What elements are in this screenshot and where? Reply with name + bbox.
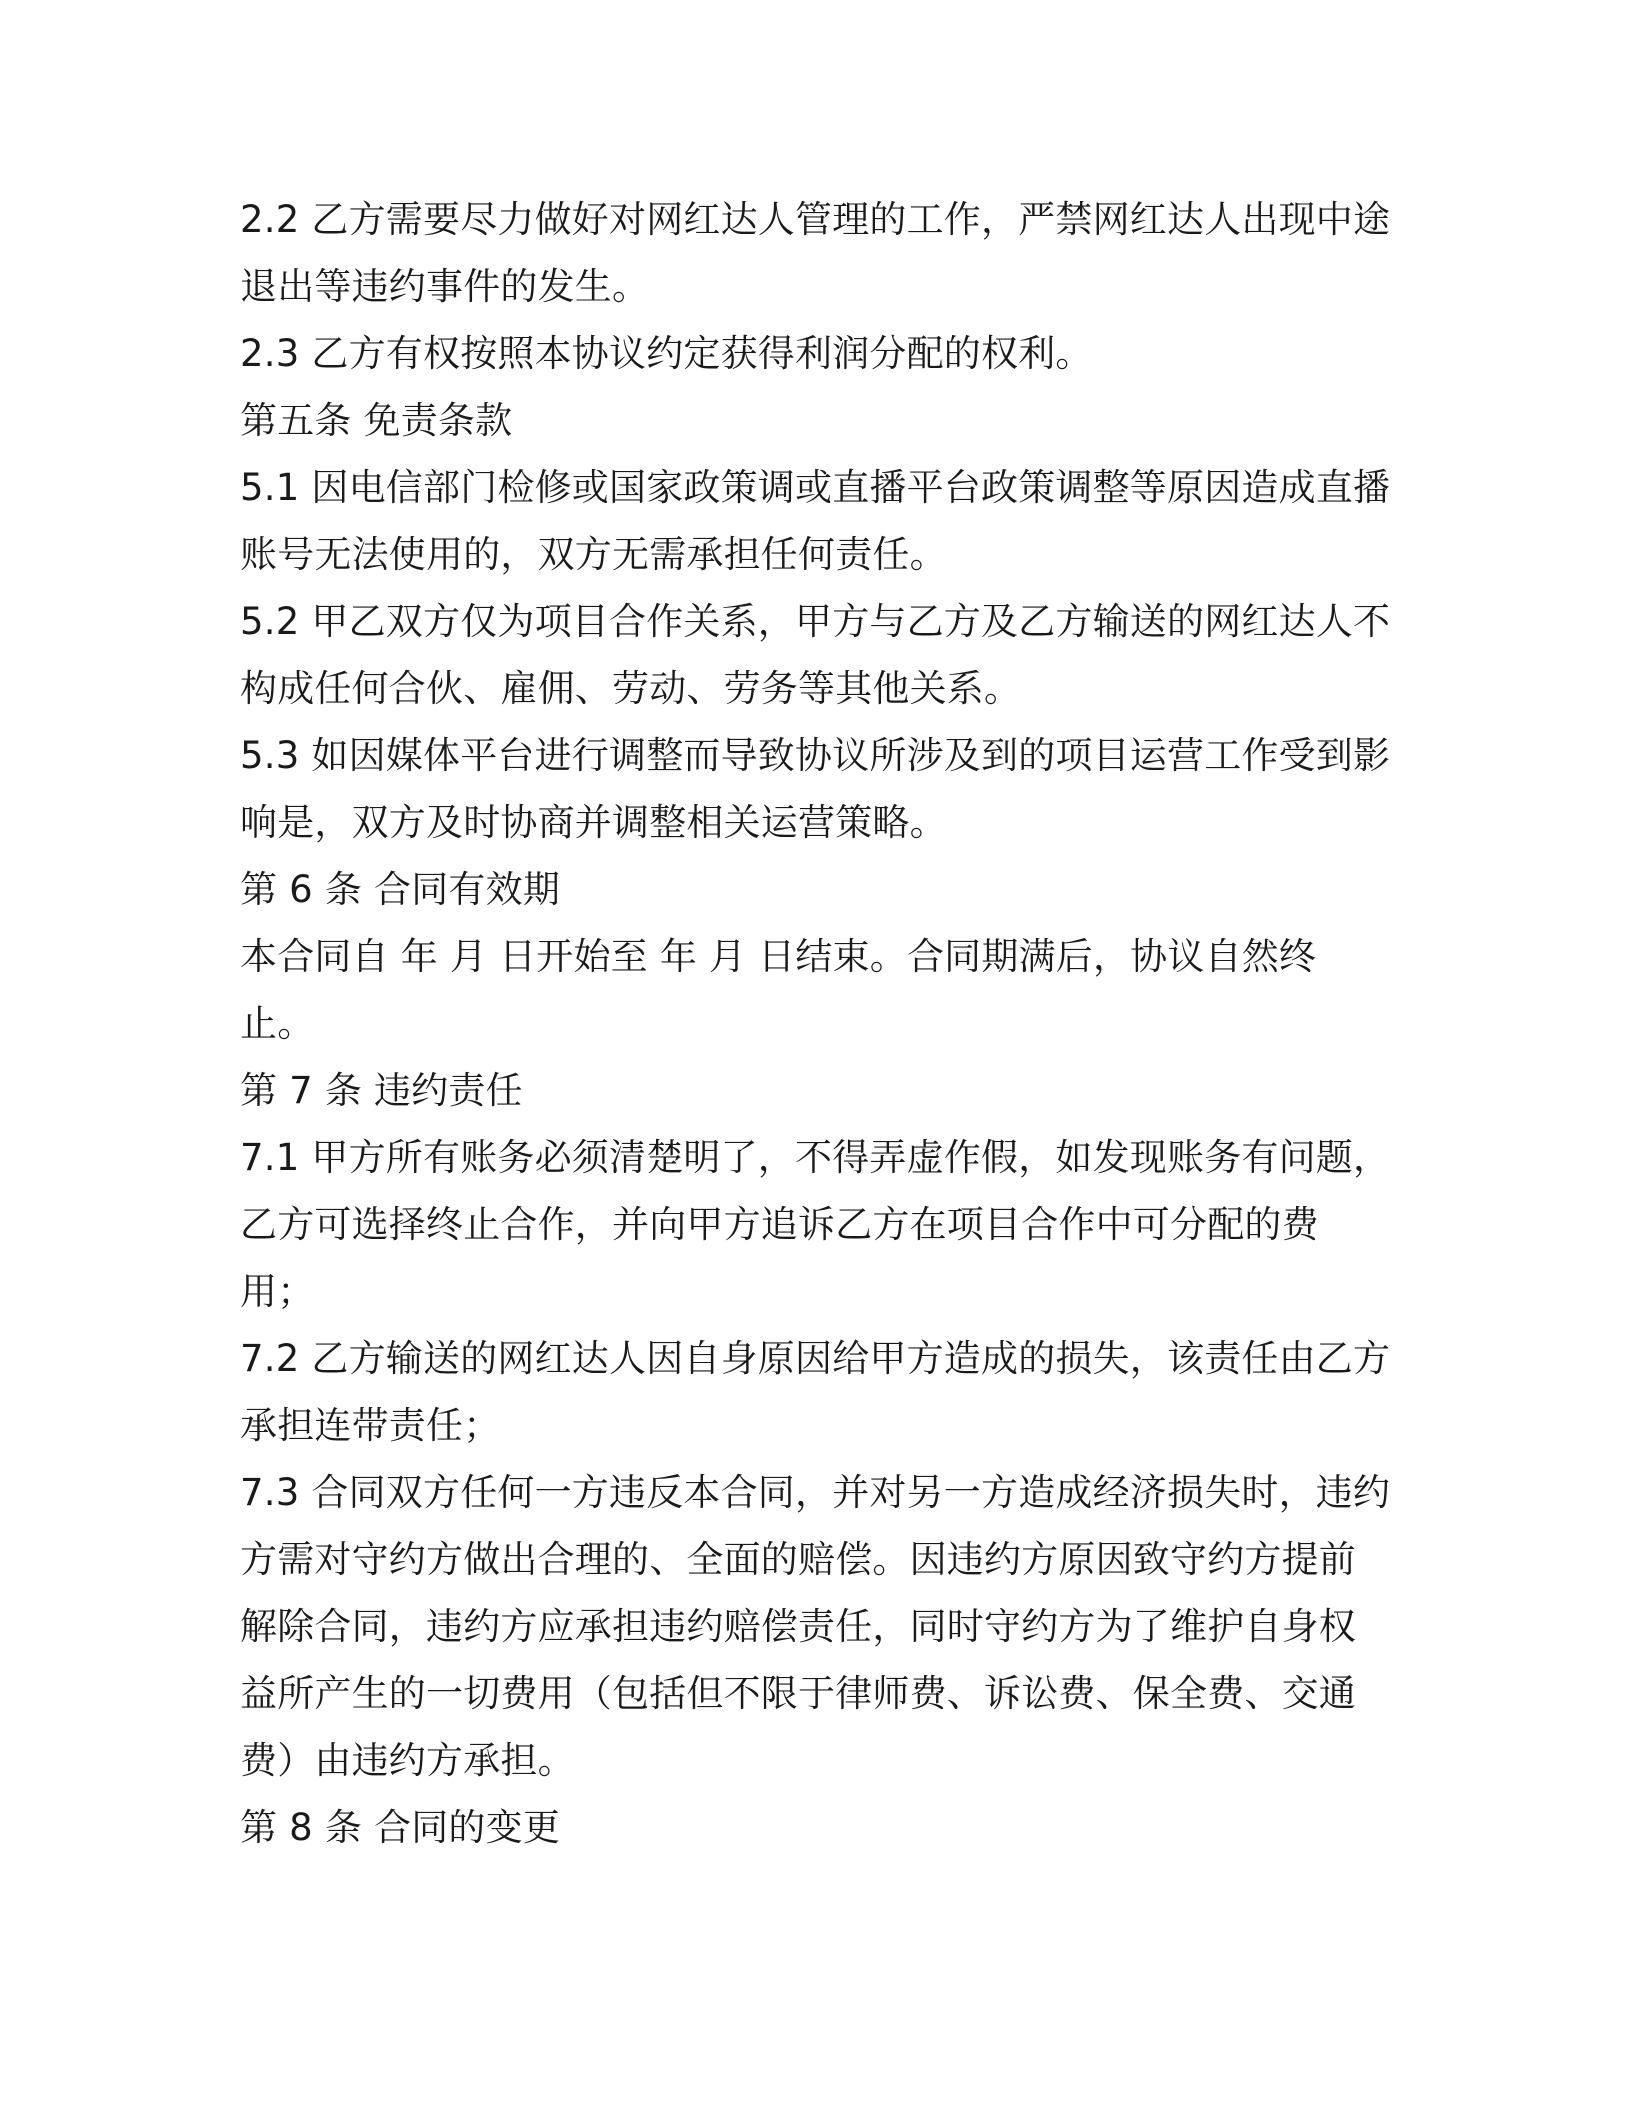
clause-5-3-line-1: 5.3 如因媒体平台进行调整而导致协议所涉及到的项目运营工作受到影 <box>240 734 1391 777</box>
clause-7-1-line-1: 7.1 甲方所有账务必须清楚明了，不得弄虚作假，如发现账务有问题， <box>240 1136 1391 1179</box>
clause-7-2-line-1: 7.2 乙方输送的网红达人因自身原因给甲方造成的损失，该责任由乙方 <box>240 1337 1391 1380</box>
clause-5-3-line-2: 响是，双方及时协商并调整相关运营策略。 <box>240 801 947 844</box>
clause-7-1-line-3: 用； <box>240 1270 315 1313</box>
clause-5-1-line-1: 5.1 因电信部门检修或国家政策调或直播平台政策调整等原因造成直播 <box>240 466 1391 509</box>
clause-7-3-line-2: 方需对守约方做出合理的、全面的赔偿。因违约方原因致守约方提前 <box>240 1538 1356 1581</box>
clause-7-3-line-3: 解除合同，违约方应承担违约赔偿责任，同时守约方为了维护自身权 <box>240 1605 1356 1648</box>
clause-2-2-line-1: 2.2 乙方需要尽力做好对网红达人管理的工作，严禁网红达人出现中途 <box>240 198 1391 241</box>
clause-5-2-line-1: 5.2 甲乙双方仅为项目合作关系，甲方与乙方及乙方输送的网红达人不 <box>240 600 1391 643</box>
article-7-heading: 第 7 条 违约责任 <box>240 1069 523 1112</box>
article-5-heading: 第五条 免责条款 <box>240 399 513 442</box>
document-body <box>240 186 1410 1861</box>
article-8-heading: 第 8 条 合同的变更 <box>240 1806 561 1849</box>
clause-7-3-line-4: 益所产生的一切费用（包括但不限于律师费、诉讼费、保全费、交通 <box>240 1672 1356 1715</box>
clause-7-3-line-5: 费）由违约方承担。 <box>240 1739 575 1782</box>
validity-line-2: 止。 <box>240 1002 315 1045</box>
clause-7-3-line-1: 7.3 合同双方任何一方违反本合同，并对另一方造成经济损失时，违约 <box>240 1471 1391 1514</box>
clause-5-1-line-2: 账号无法使用的，双方无需承担任何责任。 <box>240 533 947 576</box>
validity-line-1: 本合同自 年 月 日开始至 年 月 日结束。合同期满后，协议自然终 <box>240 935 1317 978</box>
clause-7-1-line-2: 乙方可选择终止合作，并向甲方追诉乙方在项目合作中可分配的费 <box>240 1203 1319 1246</box>
clause-7-2-line-2: 承担连带责任； <box>240 1404 501 1447</box>
clause-2-3: 2.3 乙方有权按照本协议约定获得利润分配的权利。 <box>240 332 1093 375</box>
clause-2-2-line-2: 退出等违约事件的发生。 <box>240 265 650 308</box>
article-6-heading: 第 6 条 合同有效期 <box>240 868 561 911</box>
clause-5-2-line-2: 构成任何合伙、雇佣、劳动、劳务等其他关系。 <box>240 667 1022 710</box>
